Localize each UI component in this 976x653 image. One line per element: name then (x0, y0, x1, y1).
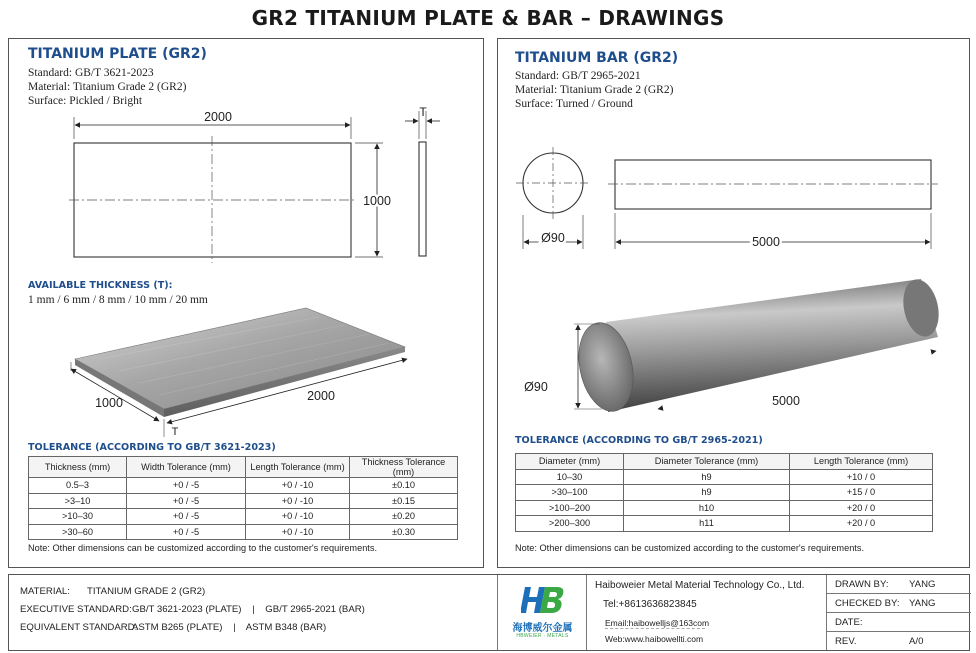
table-cell: h10 (624, 500, 790, 516)
bar-isometric-view (498, 269, 971, 414)
table-cell: h11 (624, 516, 790, 532)
company-tel: Tel:+8613636823845 (603, 599, 697, 610)
bar-orthographic-drawing (498, 39, 971, 269)
plate-width-label: 1000 (363, 194, 391, 208)
table-cell: >100–200 (516, 500, 624, 516)
table-cell: >200–300 (516, 516, 624, 532)
table-cell: >30–100 (516, 485, 624, 501)
logo-subtitle: HBWEIER · METALS (516, 633, 569, 639)
email-divider (605, 628, 705, 629)
logo-chinese-name: 海博威尔金属 (512, 623, 573, 634)
table-row (29, 493, 458, 509)
table-cell: >3–10 (29, 493, 127, 509)
table-row (29, 524, 458, 540)
table-cell: +0 / -10 (246, 493, 350, 509)
table-header-row (516, 454, 933, 470)
plate-length-label: 2000 (204, 110, 232, 124)
plate-tolerance-heading: TOLERANCE (ACCORDING TO GB/T 3621-2023) (28, 442, 276, 453)
equivalent-standard-value: ASTM B265 (PLATE) | ASTM B348 (BAR) (132, 622, 327, 633)
table-row (29, 509, 458, 525)
plate-isometric-view (9, 299, 485, 439)
plate-orthographic-drawing (9, 39, 485, 279)
table-cell: ±0.30 (350, 524, 458, 540)
table-cell: h9 (624, 485, 790, 501)
table-cell: +15 / 0 (790, 485, 933, 501)
bar-tolerance-heading: TOLERANCE (ACCORDING TO GB/T 2965-2021) (515, 435, 763, 446)
table-cell: +20 / 0 (790, 516, 933, 532)
material-label: MATERIAL: (20, 586, 70, 597)
drawn-by-row (827, 575, 971, 594)
company-name: Haiboweier Metal Material Technology Co., Ltd. (595, 580, 805, 591)
table-header: Diameter Tolerance (mm) (624, 454, 790, 470)
standards-cell (9, 575, 498, 650)
table-header-row (29, 457, 458, 478)
plate-side-view (419, 142, 426, 256)
plate-thickness-label: T (419, 105, 427, 119)
thickness-heading: AVAILABLE THICKNESS (T): (28, 280, 173, 291)
table-cell: ±0.10 (350, 478, 458, 494)
table-cell: 0.5–3 (29, 478, 127, 494)
table-cell: +0 / -10 (246, 524, 350, 540)
table-header: Diameter (mm) (516, 454, 624, 470)
bar-material: Material: Titanium Grade 2 (GR2) (515, 84, 674, 96)
bar-tolerance-table (515, 453, 933, 532)
bar-note: Note: Other dimensions can be customized according to the customer's requirements. (515, 543, 865, 553)
table-cell: ±0.20 (350, 509, 458, 525)
approval-cell (827, 575, 971, 650)
table-row (29, 478, 458, 494)
table-cell: +0 / -10 (246, 478, 350, 494)
plate-note: Note: Other dimensions can be customized according to the customer's requirements. (28, 543, 378, 553)
plate-heading: TITANIUM PLATE (GR2) (28, 46, 207, 62)
company-email: Email:haibowelljs@163com (605, 618, 710, 628)
bar-heading: TITANIUM BAR (GR2) (515, 50, 679, 66)
table-cell: >10–30 (29, 509, 127, 525)
bar-side-view (615, 160, 931, 209)
plate-iso-width-label: 1000 (95, 396, 123, 410)
table-row (516, 469, 933, 485)
rev-row (827, 632, 971, 651)
table-row (516, 485, 933, 501)
table-cell: +0 / -5 (127, 509, 246, 525)
table-cell: >30–60 (29, 524, 127, 540)
date-row (827, 613, 971, 632)
bar-standard: Standard: GB/T 2965-2021 (515, 70, 641, 82)
bar-length-label: 5000 (752, 235, 780, 249)
table-header: Length Tolerance (mm) (790, 454, 933, 470)
company-cell (587, 575, 827, 650)
table-cell: +0 / -5 (127, 524, 246, 540)
equivalent-standard-label: EQUIVALENT STANDARD: (20, 622, 138, 633)
table-cell: 10–30 (516, 469, 624, 485)
table-header: Length Tolerance (mm) (246, 457, 350, 478)
title-block (8, 574, 970, 651)
table-cell: +10 / 0 (790, 469, 933, 485)
plate-surface: Surface: Pickled / Bright (28, 95, 143, 107)
table-header: Thickness Tolerance (mm) (350, 457, 458, 478)
material-value: TITANIUM GRADE 2 (GR2) (87, 586, 206, 597)
checked-by-value: YANG (909, 598, 936, 609)
plate-standard: Standard: GB/T 3621-2023 (28, 67, 154, 79)
plate-iso-thickness-label: T (171, 426, 179, 438)
rev-label: REV. (835, 636, 857, 647)
table-header: Thickness (mm) (29, 457, 127, 478)
company-logo-icon (521, 585, 565, 615)
drawn-by-label: DRAWN BY: (835, 579, 889, 590)
table-cell: +20 / 0 (790, 500, 933, 516)
table-cell: +0 / -5 (127, 478, 246, 494)
bar-iso-diameter-label: Ø90 (524, 380, 548, 394)
table-cell: +0 / -10 (246, 509, 350, 525)
table-header: Width Tolerance (mm) (127, 457, 246, 478)
drawn-by-value: YANG (909, 579, 936, 590)
table-row (516, 500, 933, 516)
bar-surface: Surface: Turned / Ground (515, 98, 633, 110)
rev-value: A/0 (909, 636, 924, 647)
executive-standard-value: GB/T 3621-2023 (PLATE) | GB/T 2965-2021 (BAR) (132, 604, 365, 615)
plate-tolerance-table (28, 456, 458, 540)
bar-diameter-label: Ø90 (541, 231, 565, 245)
checked-by-label: CHECKED BY: (835, 598, 900, 609)
checked-by-row (827, 594, 971, 613)
table-cell: +0 / -5 (127, 493, 246, 509)
thickness-values: 1 mm / 6 mm / 8 mm / 10 mm / 20 mm (28, 294, 208, 306)
executive-standard-label: EXECUTIVE STANDARD: (20, 604, 132, 615)
plate-material: Material: Titanium Grade 2 (GR2) (28, 81, 187, 93)
bar-panel (497, 38, 970, 568)
plate-iso-length-label: 2000 (307, 389, 335, 403)
plate-panel (8, 38, 484, 568)
table-row (516, 516, 933, 532)
table-cell: h9 (624, 469, 790, 485)
logo-cell (498, 575, 587, 650)
bar-iso-length-label: 5000 (772, 394, 800, 408)
page-title: GR2 TITANIUM PLATE & BAR – DRAWINGS (251, 6, 725, 30)
table-cell: ±0.15 (350, 493, 458, 509)
date-label: DATE: (835, 617, 863, 628)
company-web: Web:www.haibowellti.com (605, 634, 704, 644)
